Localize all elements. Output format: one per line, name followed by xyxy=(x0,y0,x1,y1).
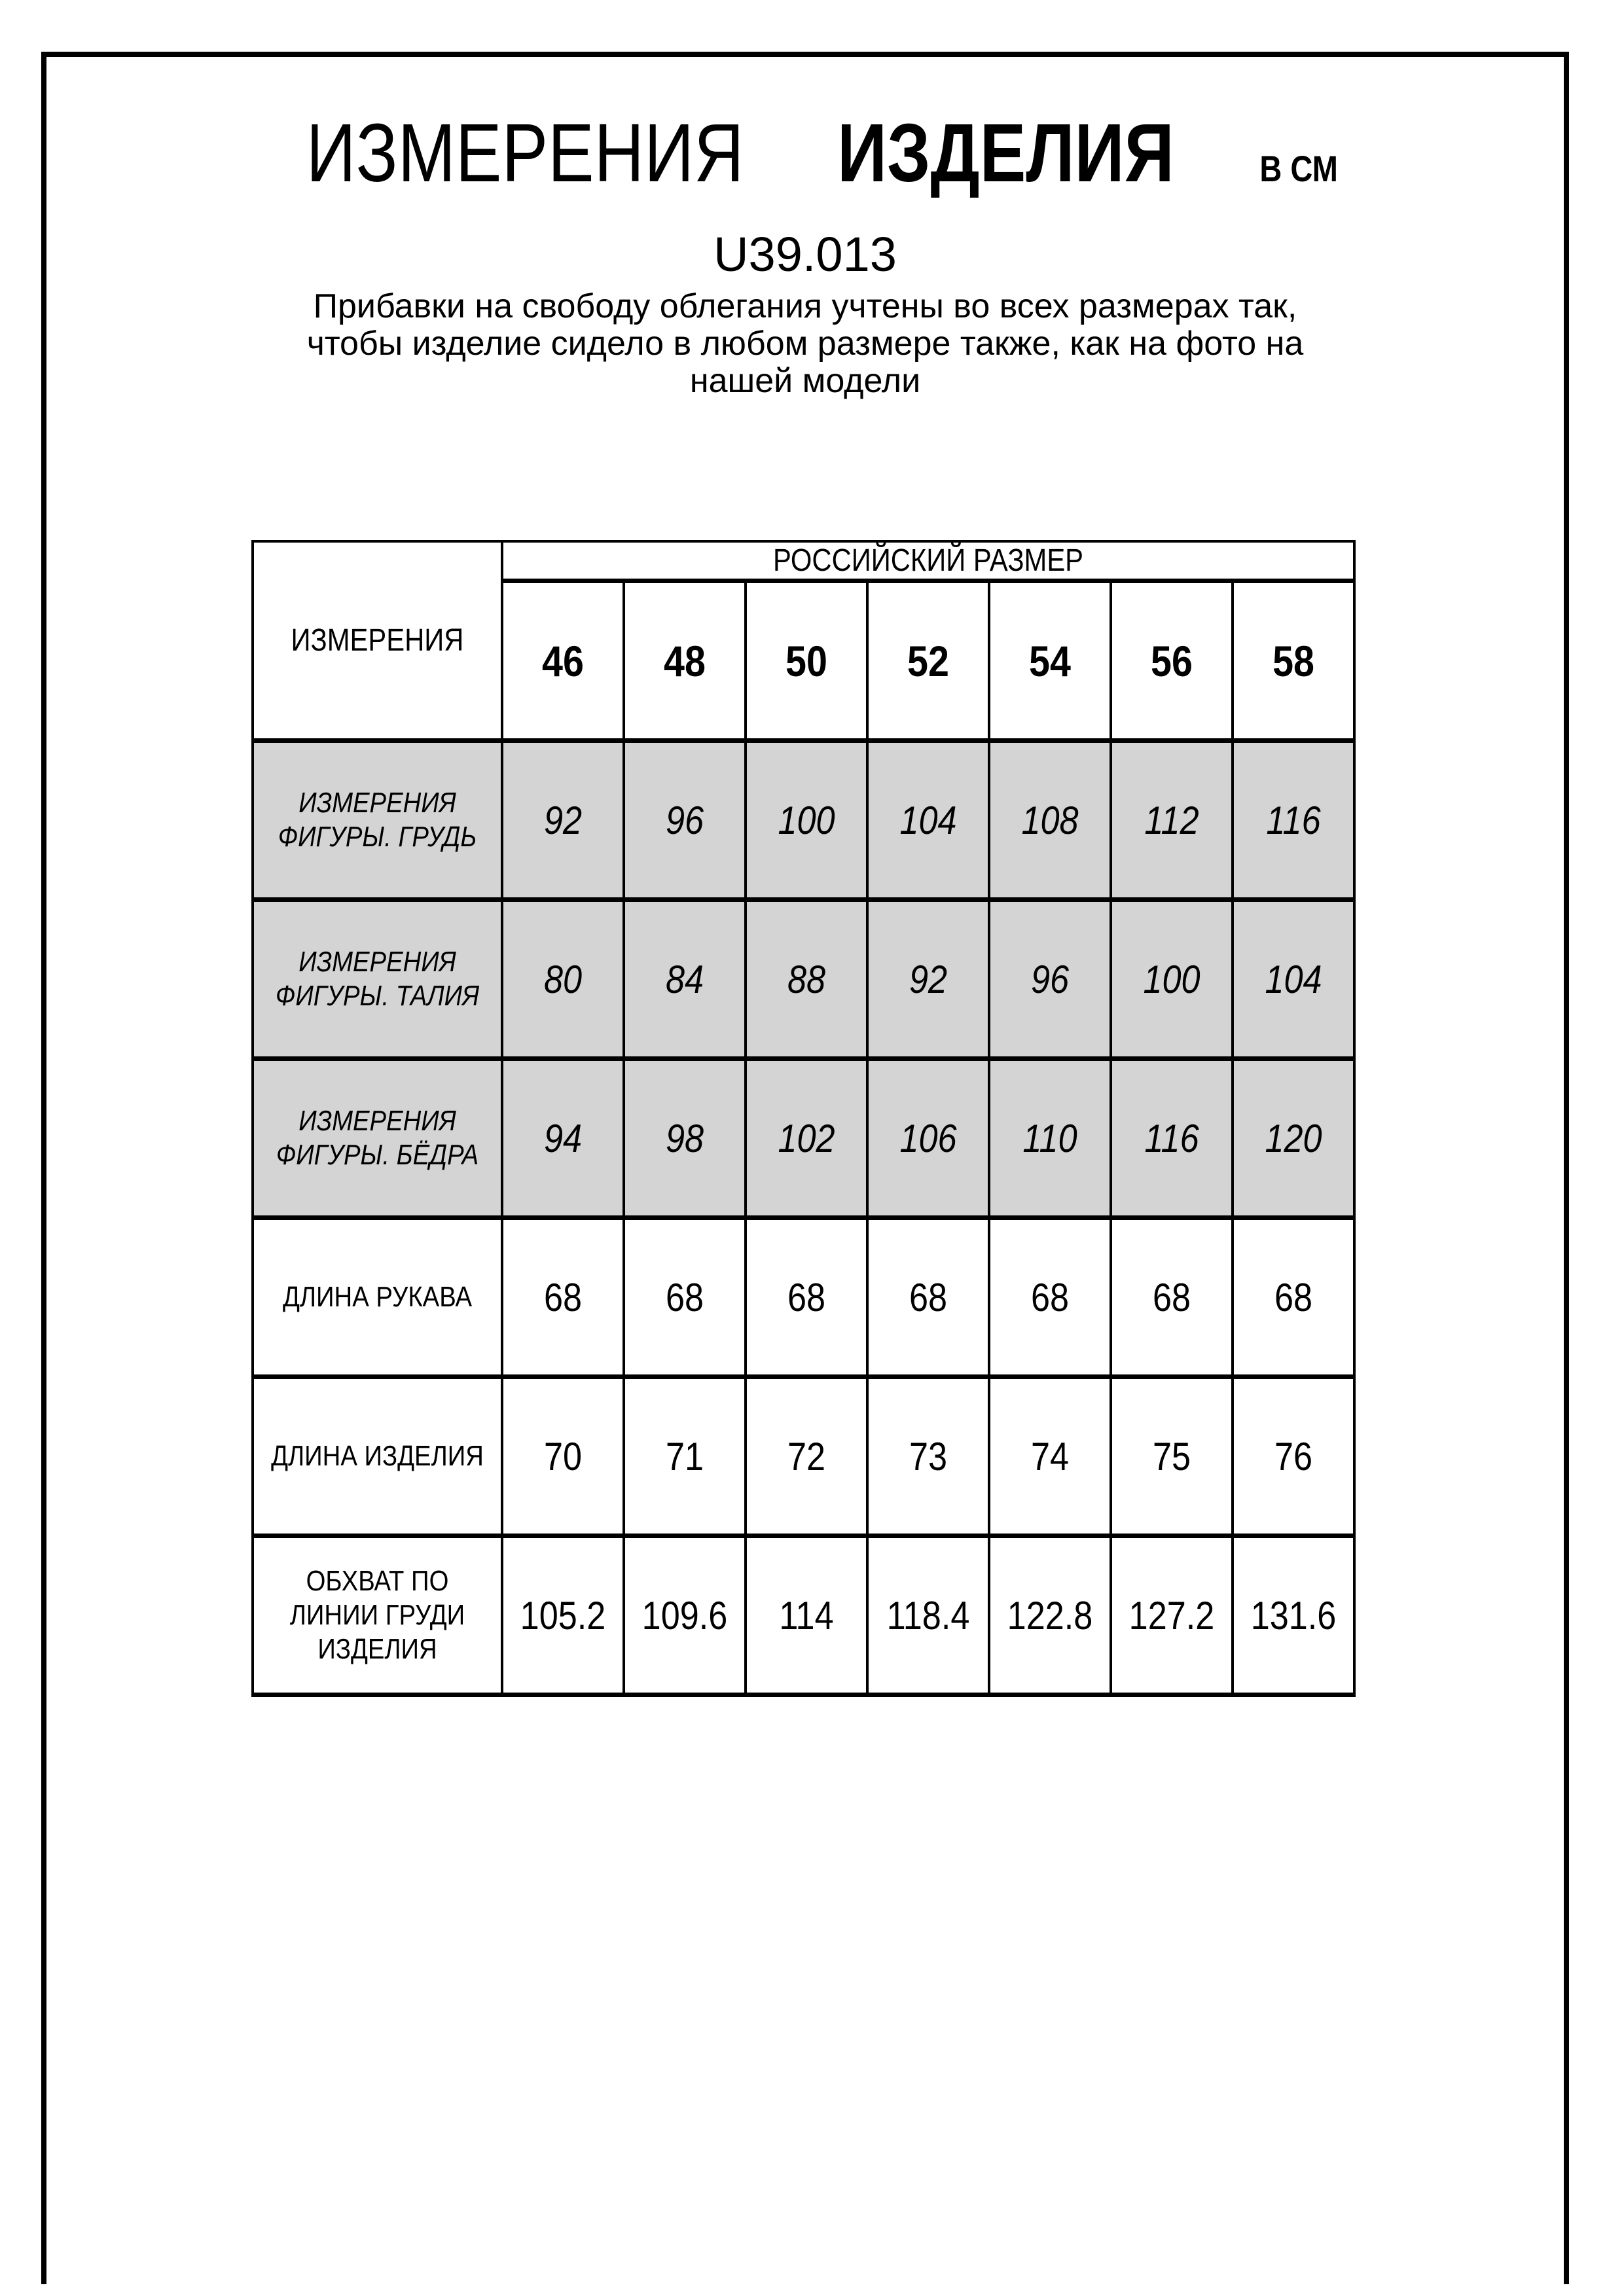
size-table xyxy=(251,540,1356,1697)
row-label xyxy=(253,741,502,900)
size-column-header xyxy=(1111,581,1233,741)
value-cell: 98 xyxy=(624,1059,746,1218)
row-label-line: ИЗМЕРЕНИЯ xyxy=(298,1105,456,1137)
table-row-hips xyxy=(253,1059,1354,1218)
page-title-product xyxy=(805,107,1206,198)
value-cell: 120 xyxy=(1233,1059,1354,1218)
value-cell: 72 xyxy=(746,1377,867,1536)
value-cell: 92 xyxy=(867,900,989,1059)
table-row-chest xyxy=(253,741,1354,900)
value-cell: 112 xyxy=(1111,741,1233,900)
table-row-sleeve-length xyxy=(253,1218,1354,1377)
table-corner-label: ИЗМЕРЕНИЯ xyxy=(291,623,464,658)
value-cell: 94 xyxy=(502,1059,624,1218)
size-column-header xyxy=(989,581,1111,741)
value-cell: 68 xyxy=(989,1218,1111,1377)
row-label-line: ДЛИНА РУКАВА xyxy=(282,1281,473,1313)
value-cell: 92 xyxy=(502,741,624,900)
size-54: 54 xyxy=(1029,636,1071,685)
page-title-product-text: ИЗДЕЛИЯ xyxy=(837,107,1174,199)
value-cell: 68 xyxy=(1111,1218,1233,1377)
value-cell: 68 xyxy=(502,1218,624,1377)
value-cell: 68 xyxy=(624,1218,746,1377)
value-cell: 75 xyxy=(1111,1377,1233,1536)
table-corner-label-cell xyxy=(253,541,502,741)
value-cell: 108 xyxy=(989,741,1111,900)
value-cell: 70 xyxy=(502,1377,624,1536)
value-cell: 127.2 xyxy=(1111,1536,1233,1695)
description-paragraph xyxy=(41,288,1569,400)
value-cell: 122.8 xyxy=(989,1536,1111,1695)
value-cell: 100 xyxy=(746,741,867,900)
description-line-1: Прибавки на свободу облегания учтены во всех размерах так, xyxy=(313,287,1297,325)
description-line-3: нашей модели xyxy=(689,362,921,400)
value-cell: 80 xyxy=(502,900,624,1059)
size-column-header xyxy=(502,581,624,741)
value-cell: 88 xyxy=(746,900,867,1059)
value-cell: 131.6 xyxy=(1233,1536,1354,1695)
size-group-header-cell xyxy=(502,541,1354,581)
row-label-line: ФИГУРЫ. ТАЛИЯ xyxy=(275,980,480,1012)
row-label-line: ИЗМЕРЕНИЯ xyxy=(298,946,456,978)
value-cell: 116 xyxy=(1111,1059,1233,1218)
product-code: U39.013 xyxy=(713,227,897,281)
value-cell: 118.4 xyxy=(867,1536,989,1695)
size-column-header xyxy=(867,581,989,741)
table-row-garment-length xyxy=(253,1377,1354,1536)
value-cell: 68 xyxy=(1233,1218,1354,1377)
size-group-header: РОССИЙСКИЙ РАЗМЕР xyxy=(772,543,1084,578)
row-label-line: ФИГУРЫ. БЁДРА xyxy=(276,1139,479,1171)
value-cell: 76 xyxy=(1233,1377,1354,1536)
size-56: 56 xyxy=(1151,636,1193,685)
value-cell: 105.2 xyxy=(502,1536,624,1695)
description-line-2: чтобы изделие сидело в любом размере также, как на фото на xyxy=(306,325,1304,363)
size-52: 52 xyxy=(907,636,949,685)
table-row-garment-chest xyxy=(253,1536,1354,1695)
value-cell: 74 xyxy=(989,1377,1111,1536)
value-cell: 68 xyxy=(746,1218,867,1377)
row-label-line: ЛИНИИ ГРУДИ xyxy=(289,1599,465,1631)
row-label-line: ИЗДЕЛИЯ xyxy=(317,1633,437,1665)
row-label-line: ФИГУРЫ. ГРУДЬ xyxy=(278,821,477,853)
value-cell: 73 xyxy=(867,1377,989,1536)
value-cell: 110 xyxy=(989,1059,1111,1218)
row-label-line: ОБХВАТ ПО xyxy=(306,1565,449,1597)
row-label xyxy=(253,1218,502,1377)
value-cell: 84 xyxy=(624,900,746,1059)
row-label xyxy=(253,900,502,1059)
row-label xyxy=(253,1536,502,1695)
size-48: 48 xyxy=(664,636,706,685)
value-cell: 114 xyxy=(746,1536,867,1695)
row-label-line: ДЛИНА ИЗДЕЛИЯ xyxy=(271,1440,484,1472)
page-title-measurements-text: ИЗМЕРЕНИЯ xyxy=(306,107,744,199)
row-label xyxy=(253,1059,502,1218)
size-column-header xyxy=(1233,581,1354,741)
value-cell: 116 xyxy=(1233,741,1354,900)
title-band xyxy=(84,107,1526,198)
value-cell: 104 xyxy=(1233,900,1354,1059)
size-group-row xyxy=(253,541,1354,581)
row-label xyxy=(253,1377,502,1536)
value-cell: 68 xyxy=(867,1218,989,1377)
unit-label-text: В СМ xyxy=(1259,148,1338,189)
table-row-waist xyxy=(253,900,1354,1059)
value-cell: 106 xyxy=(867,1059,989,1218)
unit-label xyxy=(1252,147,1345,190)
value-cell: 71 xyxy=(624,1377,746,1536)
size-50: 50 xyxy=(785,636,827,685)
value-cell: 96 xyxy=(624,741,746,900)
size-58: 58 xyxy=(1272,636,1314,685)
value-cell: 100 xyxy=(1111,900,1233,1059)
value-cell: 109.6 xyxy=(624,1536,746,1695)
size-column-header xyxy=(624,581,746,741)
value-cell: 104 xyxy=(867,741,989,900)
size-46: 46 xyxy=(542,636,584,685)
row-label-line: ИЗМЕРЕНИЯ xyxy=(298,787,456,819)
size-column-header xyxy=(746,581,867,741)
value-cell: 102 xyxy=(746,1059,867,1218)
value-cell: 96 xyxy=(989,900,1111,1059)
page-title-measurements xyxy=(264,107,785,198)
